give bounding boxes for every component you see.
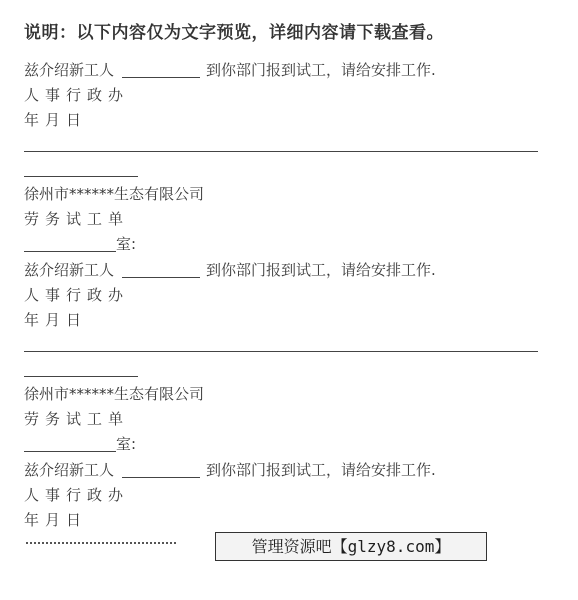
intro-after: 到你部门报到试工，请给安排工作. <box>206 61 436 79</box>
worker-name-blank <box>122 63 200 78</box>
intro-before: 兹介绍新工人 <box>24 461 115 479</box>
intro-after: 到你部门报到试工，请给安排工作. <box>206 461 436 479</box>
room-line <box>24 435 136 453</box>
company-name: 徐州市******生态有限公司 <box>24 185 205 203</box>
dept-signature: 人事行政办 <box>24 486 130 504</box>
room-suffix: 室: <box>116 435 137 453</box>
dotted-separator <box>26 542 176 544</box>
form-title: 劳务试工单 <box>24 210 130 228</box>
form-title: 劳务试工单 <box>24 410 130 428</box>
intro-before: 兹介绍新工人 <box>24 261 115 279</box>
underline-stub <box>24 376 138 377</box>
intro-line <box>24 261 436 279</box>
underline-stub <box>24 176 138 177</box>
intro-line <box>24 461 436 479</box>
room-blank <box>24 237 116 252</box>
date-line: 年月日 <box>24 311 88 329</box>
company-name: 徐州市******生态有限公司 <box>24 385 205 403</box>
date-line: 年月日 <box>24 511 88 529</box>
intro-line <box>24 61 436 79</box>
section-divider <box>24 351 538 352</box>
preview-notice: 说明：以下内容仅为文字预览，详细内容请下载查看。 <box>24 23 444 43</box>
worker-name-blank <box>122 463 200 478</box>
dept-signature: 人事行政办 <box>24 286 130 304</box>
source-link-badge[interactable]: 管理资源吧【glzy8.com】 <box>215 532 487 561</box>
intro-after: 到你部门报到试工，请给安排工作. <box>206 261 436 279</box>
room-suffix: 室: <box>116 235 137 253</box>
room-blank <box>24 437 116 452</box>
date-line: 年月日 <box>24 111 88 129</box>
dept-signature: 人事行政办 <box>24 86 130 104</box>
intro-before: 兹介绍新工人 <box>24 61 115 79</box>
room-line <box>24 235 136 253</box>
section-divider <box>24 151 538 152</box>
worker-name-blank <box>122 263 200 278</box>
